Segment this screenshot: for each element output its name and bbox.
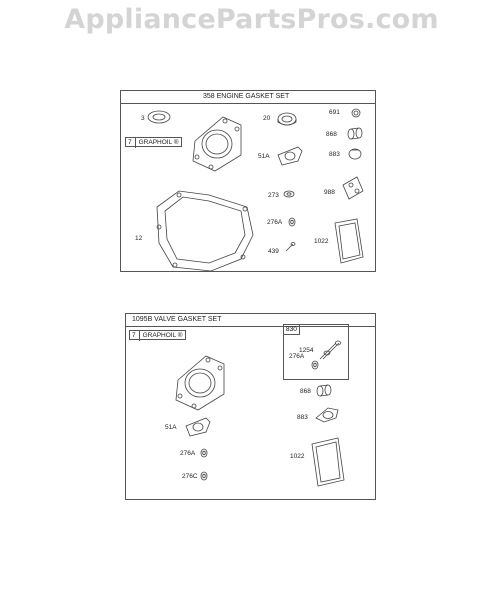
washer-691-drawing [350, 107, 362, 119]
watermark: AppliancePartsPros.com [64, 4, 439, 35]
panel-title: 1095B VALVE GASKET SET [126, 314, 375, 327]
seal-ring-drawing [145, 109, 175, 127]
part-label-273: 273 [268, 192, 279, 199]
part-label-868: 868 [300, 388, 311, 395]
part-label-883: 883 [329, 151, 340, 158]
breather-valve-drawing [318, 339, 342, 363]
part-label-3: 3 [141, 115, 145, 122]
plug-439-drawing [284, 241, 296, 253]
washer-276c-drawing [199, 470, 209, 482]
head-gasket-drawing [168, 352, 230, 414]
washer-276a-drawing [199, 447, 209, 459]
part-label-439: 439 [268, 248, 279, 255]
tag-ref-number: 7 [132, 331, 140, 341]
tag-text: GRAPHOIL [142, 332, 176, 339]
part-label-276a: 276A [267, 219, 283, 226]
part-label-51a: 51A [165, 424, 177, 431]
part-label-276a: 276A [289, 353, 305, 360]
tag-text: GRAPHOIL [138, 139, 172, 146]
subassembly-label: 830 [284, 325, 300, 335]
washer-276a-drawing [287, 216, 297, 228]
part-label-691: 691 [329, 109, 340, 116]
part-label-276c: 276C [182, 473, 198, 480]
head-gasket-drawing [185, 113, 247, 175]
washer-276a-drawing [310, 359, 320, 371]
bushing-868-drawing [316, 384, 332, 398]
part-label-1022: 1022 [290, 453, 305, 460]
valve-gasket-set-panel [125, 313, 376, 500]
part-label-1254: 1254 [299, 347, 314, 354]
part-label-276a: 276A [180, 450, 196, 457]
part-label-1022: 1022 [314, 238, 329, 245]
part-label-12: 12 [135, 235, 143, 242]
panel-title: 358 ENGINE GASKET SET [121, 91, 375, 104]
tag-ref-number: 7 [128, 138, 136, 148]
bracket-988-drawing [339, 175, 365, 201]
graphoil-tag [125, 137, 182, 147]
part-label-883: 883 [297, 414, 308, 421]
registered-symbol: ® [177, 332, 183, 339]
part-label-988: 988 [324, 189, 335, 196]
bushing-868-drawing [347, 127, 363, 141]
valve-cover-gasket-1022-drawing [331, 217, 365, 265]
intake-gasket-51a-drawing [184, 416, 214, 438]
intake-gasket-51a-drawing [276, 145, 306, 167]
registered-symbol: ® [173, 139, 179, 146]
gasket-883-drawing [347, 147, 363, 161]
engine-gasket-set-panel [120, 90, 376, 272]
part-label-20: 20 [263, 115, 271, 122]
gasket-883-drawing [314, 406, 340, 424]
valve-cover-gasket-1022-drawing [308, 436, 348, 490]
graphoil-tag [129, 330, 186, 340]
subassembly-830-box [283, 324, 349, 380]
part-label-868: 868 [326, 131, 337, 138]
part-label-51a: 51A [258, 153, 270, 160]
base-gasket-12-drawing [149, 187, 259, 275]
washer-273-drawing [283, 189, 295, 199]
oil-seal-drawing [276, 111, 298, 127]
